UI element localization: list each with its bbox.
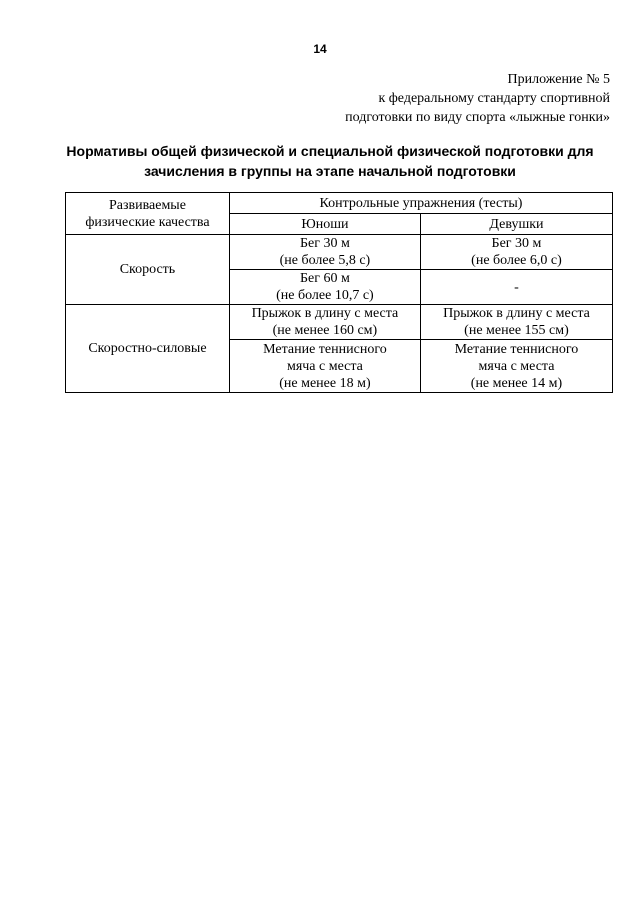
boys-norm-cell: Метание теннисного мяча с места (не менее 18 м)	[229, 340, 420, 393]
table-row	[66, 235, 613, 270]
boys-norm-cell: Бег 30 м (не более 5,8 с)	[229, 235, 420, 270]
appendix-line-3: подготовки по виду спорта «лыжные гонки»	[345, 110, 610, 125]
header-girls: Девушки	[420, 214, 612, 235]
table-row	[66, 305, 613, 340]
boys-norm-cell: Бег 60 м (не более 10,7 с)	[229, 270, 420, 305]
norms-table	[65, 192, 613, 393]
page-number: 14	[313, 42, 327, 56]
girls-norm-cell: Прыжок в длину с места (не менее 155 см)	[420, 305, 612, 340]
girls-norm-cell: Метание теннисного мяча с места (не менее 14 м)	[420, 340, 612, 393]
header-control-exercises: Контрольные упражнения (тесты)	[229, 193, 612, 214]
girls-norm-cell: Бег 30 м (не более 6,0 с)	[420, 235, 612, 270]
quality-cell: Скорость	[66, 235, 230, 305]
girls-norm-cell: -	[420, 270, 612, 305]
document-title	[60, 141, 600, 181]
quality-cell: Скоростно-силовые	[66, 305, 230, 393]
document-title-line-1: Нормативы общей физической и специальной физической подготовки для	[66, 143, 594, 159]
table-header-row	[66, 193, 613, 214]
appendix-line-2: к федеральному стандарту спортивной	[378, 91, 610, 106]
appendix-reference	[250, 70, 610, 127]
header-boys: Юноши	[229, 214, 420, 235]
boys-norm-cell: Прыжок в длину с места (не менее 160 см)	[229, 305, 420, 340]
appendix-line-1: Приложение № 5	[507, 72, 610, 87]
document-title-line-2: зачисления в группы на этапе начальной подготовки	[144, 163, 516, 179]
header-physical-qualities: Развиваемые физические качества	[66, 193, 230, 235]
